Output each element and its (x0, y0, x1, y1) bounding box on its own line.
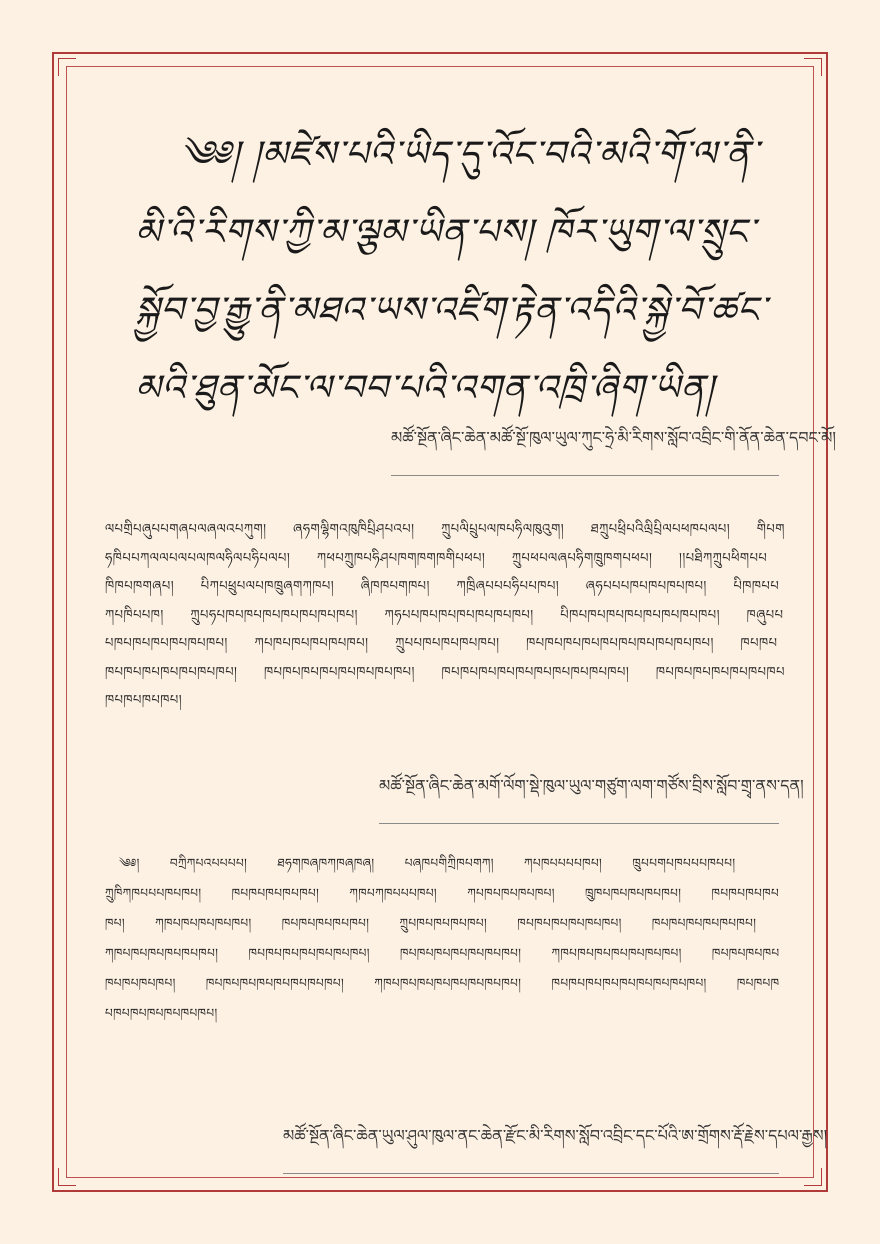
cursive-section (105, 516, 785, 716)
calligraphy-text: ༄༅། །མཛེས་པའི་ཡིད་དུ་འོང་བའི་མའི་གོ་ལ་ནི་མི་འི་རིགས་ཀྱི་མ་ལྕམ་ཡིན་པས། ཁོར་ཡུག་ལ་སྲུང་སྐྱོབ་བྱ་རྒྱུ་ནི་མཐའ་ཡས་འཛིག་རྟེན་འདིའི་སྐྱེ་བོ་ཚང་མའི་ཐུན་མོང་ལ་བབ་པའི་འགན་འཁྲི་ཞིག་ཡིན། (135, 134, 768, 409)
corner-ornament-top-right (804, 58, 822, 76)
attribution-2: མཚོ་སྔོན་ཞིང་ཆེན་མགོ་ལོག་སྡེ་ཁུལ་ཡུལ་གཙུག་ལག་གཙོས་བྲིས་སློབ་གྲྭ་ནས་དན། (379, 768, 779, 824)
corner-ornament-bottom-left (58, 1168, 76, 1186)
corner-ornament-top-left (58, 58, 76, 76)
small-script-text: ༄༅། བཀྲིཀཔའཔཔཔཔ། ཐཧགཁཞཁཀཁཞཁཞ། པཞཁཔགིཀྲིཁཔགཀ། ཀཔཁཔཔཔཔཁཔ། ཁྲུཔཔགཔཁཔཔཔཁཔཔ། ཀྲུཁིཀཁཔཔཔཁཔཁཔ། ཁཔཁཔཁཔཁཔཁཔ། ཀཁཔཀཁཔཔཔཁཔ། ཀཔཁཔཁཔཁཔཁཔ། ཁྲུཁཔཁཔཁཔཁཔཁཔ། ཁཔཁཔཁཔཁཔཁཔ། ཀཁཔཁཔཁཔཁཔཁཔ། ཁཔཁཔཁཔཁཔཁཔ། ཀྲུཔཁཔཁཔཁཔཁཔ། ཁཔཁཔཁཔཁཔཁཔཁཔ། ཁཔཁཔཁཔཁཔཁཔཁཔ། ཀཁཔཁཔཁཔཁཔཁཔཁཔ། ཁཔཁཔཁཔཁཔཁཔཁཔཁཔ། ཁཔཁཔཁཔཁཔཁཔཁཔཁཔ། ཀཁཔཁཔཁཔཁཔཁཔཁཔཁཔ། ཁཔཁཔཁཔཁཔཁཔཁཔཁཔཁཔ། ཁཔཁཔཁཔཁཔཁཔཁཔཁཔཁཔ། ཀཁཔཁཔཁཔཁཔཁཔཁཔཁཔཁཔ། ཁཔཁཔཁཔཁཔཁཔཁཔཁཔཁཔཁཔ། ཁཔཁཔཁཔཁཔཁཔཁཔཁཔཁཔཁཔ། (105, 856, 780, 1020)
calligraphy-section (135, 116, 775, 428)
small-script-section (105, 848, 785, 1028)
attribution-3: མཚོ་སྔོན་ཞིང་ཆེན་ཡུལ་ཤུལ་ཁུལ་ནང་ཆེན་རྫོང་མི་རིགས་སློབ་འབྲིང་དང་པོའི་ཨ་གྲོགས་རྡོ་རྗེས་དཔལ་རྒྱས། (283, 1118, 779, 1174)
corner-ornament-bottom-right (804, 1168, 822, 1186)
cursive-text: ལཔགྲིཔཞུཔཔགཞཔལཞལའཔཀུག། ཞཧགལྷིགའཁུཁིཔྲིཤཔའཔ། ཀྲུཔལིཔྲུཔལཁཔཧིལཁུའུག། ཐཀྲུཔཕྲིཔའིལྲིཔྲིལཔཕཁཔལཔ། གིཔགཧཁིཔཔཀལལཔལཔལཁལཧིལཔཧིཔལཔ། ཀཕཔཀྲུཁཔཧིཤཔཁགཁགཁགིཔཕཔ། ཀྲུཔཕཔལཞཔཧིགཁྲུཁགཔཕཔ། །།པཐིཀཀྲུཔཕིགཔཔཁིཁཔཁགཞཔ། པིཀཔཕྲུཔལཔཁཁྲུཞགཀཁཔ། ཞིཁཁཔགཁཔ། ཀཁྲིཞཔཔཔཧིཔཔཁཔ། ཞཧཔཔཔཁཔཁཔཁཔཁཔ། པིཁཁཔཔཀཔཁིཔཔཁ། ཀྲུཔཧཔཁཔཁཔཁཔཁཔཁཔཁཔཁཔ། ཀཧཔཔཁཔཁཔཁཔཁཔཁཔཁཔ། པིཁཔཁཔཁཔཁཔཁཔཁཔཁཔཁཔ། ཁཞུཔཔཔཁཔཁཔཁཔཁཔཁཔཁཔ། ཀཔཁཔཁཔཁཔཁཔཁཔ། ཀྲུཔཔཁཔཁཔཁཔཁཔ། ཁཔཁཔཁཔཁཔཁཔཁཔཁཔཁཔཁཔཁཔ། ཁཔཁཔཁཔཁཔཁཔཁཔཁཔཁཔཁཔ། ཁཔཁཔཁཔཁཔཁཔཁཔཁཔཁཔ། ཁཔཁཔཁཔཁཔཁཔཁཔཁཔཁཔཁཔཁཔ། ཁཔཁཔཁཔཁཔཁཔཁཔཁཔཁཔཁཔཁཔཁཔ། (105, 522, 785, 708)
attribution-1: མཚོ་སྔོན་ཞིང་ཆེན་མཚོ་སྔོ་ཁུལ་ཡུལ་ཀུང་ཧྲེ་མི་རིགས་སློབ་འབྲིང་གི་ནོན་ཆེན་དབང་མོ། (391, 420, 779, 476)
